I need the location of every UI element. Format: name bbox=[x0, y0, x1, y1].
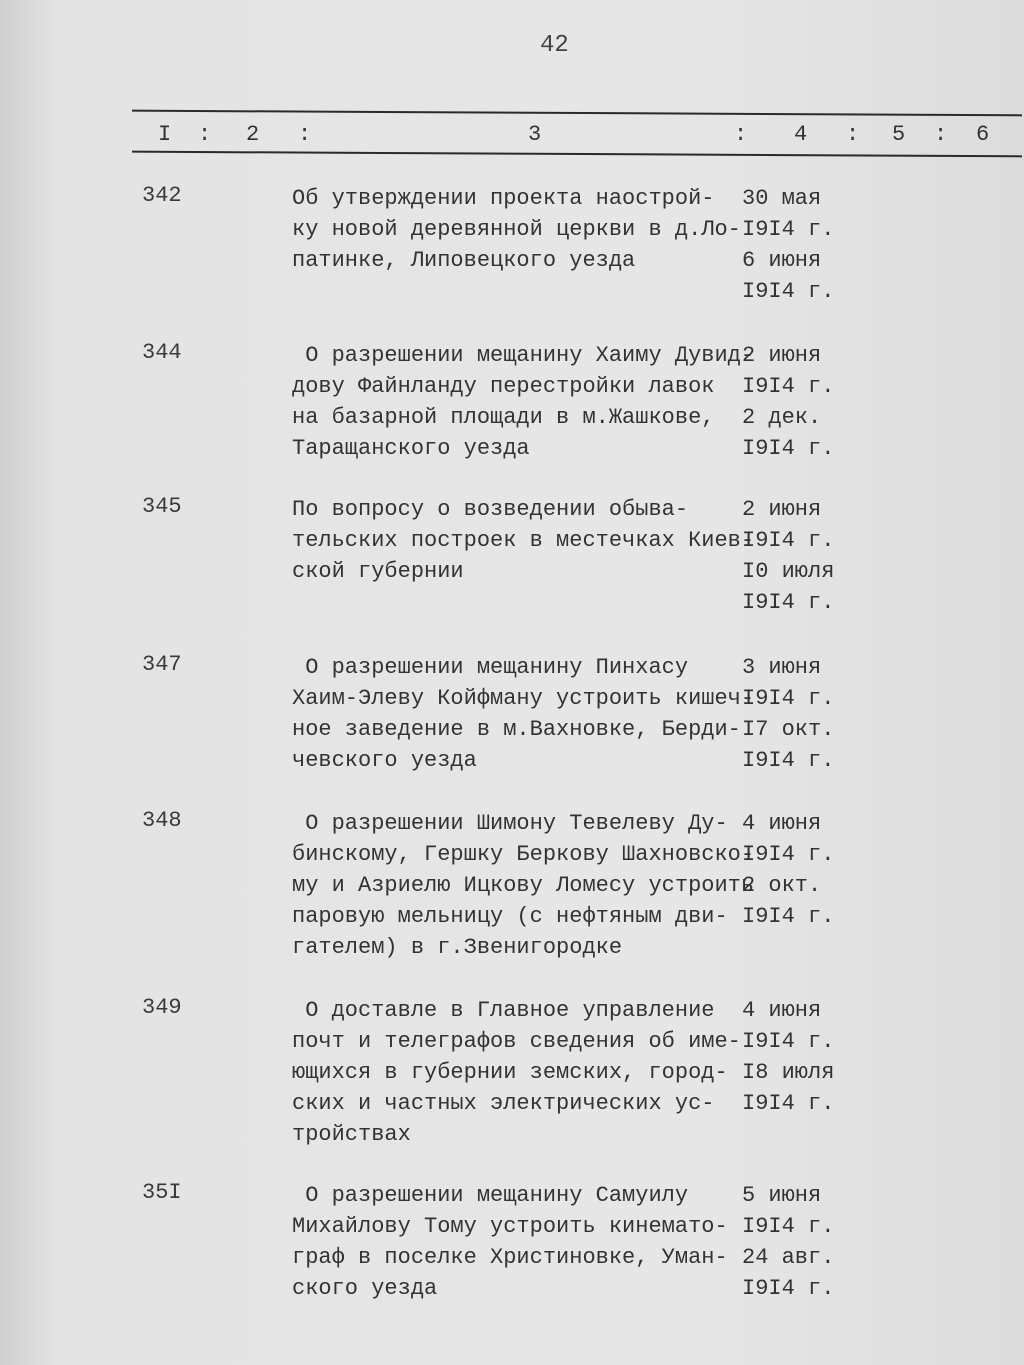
entry-dates bbox=[742, 995, 842, 1119]
date-line: I9I4 г. bbox=[742, 1029, 835, 1054]
column-header-4: 4 bbox=[794, 122, 808, 147]
date-line: 24 авг. bbox=[742, 1245, 835, 1270]
date-line: I9I4 г. bbox=[742, 686, 835, 711]
description-line: По вопросу о возведении обыва- bbox=[292, 497, 689, 522]
column-separator: : bbox=[198, 122, 212, 147]
entry-dates bbox=[742, 183, 842, 307]
column-header-3: 3 bbox=[528, 122, 542, 147]
entry-number: 345 bbox=[142, 494, 182, 519]
entry-dates bbox=[742, 340, 842, 464]
description-line: паровую мельницу (с нефтяным дви- bbox=[292, 904, 728, 929]
column-separator: : bbox=[734, 122, 748, 147]
date-line: I9I4 г. bbox=[742, 842, 835, 867]
entry-number: 348 bbox=[142, 808, 182, 833]
description-line: О доставле в Главное управление bbox=[292, 998, 715, 1023]
column-header-1: I bbox=[158, 122, 172, 147]
date-line: I9I4 г. bbox=[742, 748, 835, 773]
date-line: I8 июля bbox=[742, 1060, 835, 1085]
entry-description bbox=[292, 494, 755, 587]
table-top-rule bbox=[132, 110, 1022, 117]
column-header-row bbox=[150, 122, 1010, 150]
entry-description bbox=[292, 340, 755, 464]
entry-description bbox=[292, 183, 752, 276]
date-line: I9I4 г. bbox=[742, 436, 835, 461]
entry-dates bbox=[742, 808, 842, 932]
description-line: тройствах bbox=[292, 1122, 411, 1147]
entry-number: 342 bbox=[142, 183, 182, 208]
date-line: I9I4 г. bbox=[742, 904, 835, 929]
entry-description bbox=[292, 995, 752, 1150]
description-line: граф в поселке Христиновке, Уман- bbox=[292, 1245, 728, 1270]
entry-number: 349 bbox=[142, 995, 182, 1020]
entry-description bbox=[292, 1180, 752, 1304]
page-number: 42 bbox=[540, 32, 569, 59]
entry-dates bbox=[742, 652, 842, 776]
date-line: I9I4 г. bbox=[742, 1276, 835, 1301]
description-line: О разрешении Шимону Тевелеву Ду- bbox=[292, 811, 728, 836]
date-line: I9I4 г. bbox=[742, 528, 835, 553]
date-line: I9I4 г. bbox=[742, 1214, 835, 1239]
description-line: бинскому, Гершку Беркову Шахновско- bbox=[292, 842, 755, 867]
column-header-2: 2 bbox=[246, 122, 260, 147]
date-line: I9I4 г. bbox=[742, 374, 835, 399]
date-line: 2 окт. bbox=[742, 873, 822, 898]
description-line: О разрешении мещанину Самуилу bbox=[292, 1183, 689, 1208]
column-header-5: 5 bbox=[892, 122, 906, 147]
description-line: Об утверждении проекта наострой- bbox=[292, 186, 715, 211]
date-line: 2 июня bbox=[742, 343, 822, 368]
date-line: I9I4 г. bbox=[742, 1091, 835, 1116]
description-line: ских и частных электрических ус- bbox=[292, 1091, 715, 1116]
description-line: патинке, Липовецкого уезда bbox=[292, 248, 636, 273]
date-line: 3 июня bbox=[742, 655, 822, 680]
date-line: I0 июля bbox=[742, 559, 835, 584]
date-line: 5 июня bbox=[742, 1183, 822, 1208]
description-line: ющихся в губернии земских, город- bbox=[292, 1060, 728, 1085]
column-separator: : bbox=[846, 122, 860, 147]
description-line: О разрешении мещанину Пинхасу bbox=[292, 655, 689, 680]
description-line: му и Азриелю Ицкову Ломесу устроить bbox=[292, 873, 755, 898]
entry-number: 35I bbox=[142, 1180, 182, 1205]
entry-number: 344 bbox=[142, 340, 182, 365]
column-header-6: 6 bbox=[976, 122, 990, 147]
date-line: 2 дек. bbox=[742, 405, 822, 430]
description-line: гателем) в г.Звенигородке bbox=[292, 935, 623, 960]
column-separator: : bbox=[934, 122, 948, 147]
date-line: 4 июня bbox=[742, 811, 822, 836]
entry-number: 347 bbox=[142, 652, 182, 677]
date-line: I9I4 г. bbox=[742, 590, 835, 615]
entry-description bbox=[292, 808, 755, 963]
column-separator: : bbox=[298, 122, 312, 147]
description-line: дову Файнланду перестройки лавок bbox=[292, 374, 715, 399]
entry-description bbox=[292, 652, 755, 776]
description-line: ского уезда bbox=[292, 1276, 438, 1301]
description-line: на базарной площади в м.Жашкове, bbox=[292, 405, 715, 430]
date-line: 4 июня bbox=[742, 998, 822, 1023]
table-header-rule bbox=[132, 151, 1022, 158]
date-line: I7 окт. bbox=[742, 717, 835, 742]
description-line: почт и телеграфов сведения об име- bbox=[292, 1029, 741, 1054]
date-line: 2 июня bbox=[742, 497, 822, 522]
date-line: I9I4 г. bbox=[742, 279, 835, 304]
description-line: ской губернии bbox=[292, 559, 464, 584]
entry-dates bbox=[742, 1180, 842, 1304]
entry-dates bbox=[742, 494, 842, 618]
description-line: Хаим-Элеву Койфману устроить кишеч- bbox=[292, 686, 755, 711]
date-line: 30 мая bbox=[742, 186, 822, 211]
description-line: ку новой деревянной церкви в д.Ло- bbox=[292, 217, 741, 242]
description-line: тельских построек в местечках Киев- bbox=[292, 528, 755, 553]
description-line: О разрешении мещанину Хаиму Дувид- bbox=[292, 343, 755, 368]
description-line: Михайлову Тому устроить кинемато- bbox=[292, 1214, 728, 1239]
date-line: I9I4 г. bbox=[742, 217, 835, 242]
description-line: ное заведение в м.Вахновке, Берди- bbox=[292, 717, 741, 742]
description-line: Таращанского уезда bbox=[292, 436, 530, 461]
description-line: чевского уезда bbox=[292, 748, 477, 773]
date-line: 6 июня bbox=[742, 248, 822, 273]
